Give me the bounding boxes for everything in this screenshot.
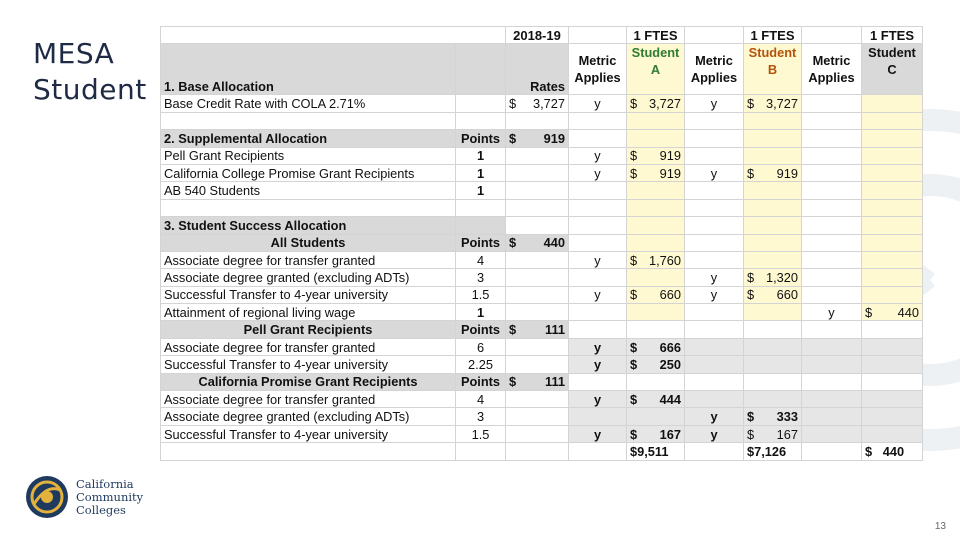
table-row xyxy=(161,95,923,112)
ftes-header-b: 1 FTES xyxy=(744,27,802,44)
table-row xyxy=(161,234,923,251)
table-row xyxy=(161,251,923,268)
metric-flag: y xyxy=(802,304,862,321)
table-row xyxy=(161,147,923,164)
metric-flag: y xyxy=(569,391,627,408)
metric-flag: y xyxy=(685,408,744,425)
section-base-allocation: 1. Base Allocation xyxy=(161,44,456,95)
cell-value: 440 xyxy=(897,304,919,320)
table-row xyxy=(161,112,923,129)
table-row xyxy=(161,373,923,390)
metric-flag: y xyxy=(569,95,627,112)
row-label: Successful Transfer to 4-year university xyxy=(161,286,456,303)
total-student-a: $9,511 xyxy=(627,443,685,460)
dollar-sign: $ xyxy=(865,304,873,320)
dollar-sign: $ xyxy=(747,96,755,112)
row-points: 6 xyxy=(456,338,506,355)
student-c-header: Student xyxy=(868,45,916,61)
success-point-value: 440 xyxy=(543,235,565,251)
student-a-header-2: A xyxy=(650,62,661,78)
student-b-header-2: B xyxy=(767,62,778,78)
base-rate-value: 3,727 xyxy=(532,96,565,112)
cell-value: 666 xyxy=(659,339,681,355)
allocation-table xyxy=(160,26,923,461)
dollar-sign: $ xyxy=(630,391,638,407)
subsection-all-students: All Students xyxy=(161,234,456,251)
cell-value: 167 xyxy=(659,426,681,442)
dollar-sign: $ xyxy=(509,130,517,146)
dollar-sign: $ xyxy=(630,287,638,303)
row-points: 1 xyxy=(456,164,506,181)
table-row xyxy=(161,27,923,44)
metric-flag: y xyxy=(685,95,744,112)
row-points: 4 xyxy=(456,251,506,268)
row-label: Successful Transfer to 4-year university xyxy=(161,356,456,373)
cell-value: 660 xyxy=(659,287,681,303)
cell-value: 919 xyxy=(659,148,681,164)
subsection-pell: Pell Grant Recipients xyxy=(161,321,456,338)
dollar-sign: $ xyxy=(509,96,517,112)
row-points: 3 xyxy=(456,408,506,425)
year-header: 2018-19 xyxy=(506,27,569,44)
row-points: 1.5 xyxy=(456,425,506,442)
metric-applies-header: Metric xyxy=(812,53,851,69)
table-row xyxy=(161,408,923,425)
row-points: 4 xyxy=(456,391,506,408)
metric-flag: y xyxy=(569,164,627,181)
dollar-sign: $ xyxy=(630,96,638,112)
row-points: 1 xyxy=(456,182,506,199)
dollar-sign: $ xyxy=(630,339,638,355)
table-row xyxy=(161,217,923,234)
row-label: Associate degree for transfer granted xyxy=(161,391,456,408)
cell-value: 1,760 xyxy=(648,252,681,268)
metric-flag: y xyxy=(569,425,627,442)
row-label: Pell Grant Recipients xyxy=(161,147,456,164)
dollar-sign: $ xyxy=(630,252,638,268)
dollar-sign: $ xyxy=(747,269,755,285)
section-supplemental: 2. Supplemental Allocation xyxy=(161,130,456,147)
slide-title-line: Student xyxy=(33,73,147,106)
totals-row xyxy=(161,443,923,460)
points-header: Points xyxy=(456,130,506,147)
dollar-sign: $ xyxy=(630,148,638,164)
metric-flag: y xyxy=(685,286,744,303)
student-b-header: Student xyxy=(748,45,797,61)
logo-line: California xyxy=(76,476,134,491)
cell-value: 919 xyxy=(776,165,798,181)
row-points: 1.5 xyxy=(456,286,506,303)
row-label: Successful Transfer to 4-year university xyxy=(161,425,456,442)
row-label: Attainment of regional living wage xyxy=(161,304,456,321)
metric-flag: y xyxy=(569,251,627,268)
row-points: 3 xyxy=(456,269,506,286)
cell-value: 333 xyxy=(776,409,798,425)
cell-value: 250 xyxy=(659,356,681,372)
cell-value: 167 xyxy=(776,426,798,442)
metric-applies-header-2: Applies xyxy=(690,70,738,86)
table-row xyxy=(161,182,923,199)
metric-flag: y xyxy=(685,164,744,181)
row-points: 1 xyxy=(456,147,506,164)
dollar-sign: $ xyxy=(509,374,517,390)
dollar-sign: $ xyxy=(747,165,755,181)
section-student-success: 3. Student Success Allocation xyxy=(161,217,456,234)
dollar-sign: $ xyxy=(509,322,517,338)
total-student-b: $7,126 xyxy=(744,443,802,460)
metric-flag: y xyxy=(569,338,627,355)
metric-applies-header: Metric xyxy=(695,53,733,69)
page-number: 13 xyxy=(934,521,946,532)
dollar-sign: $ xyxy=(509,235,517,251)
ccc-seal-icon xyxy=(24,474,70,520)
base-credit-label: Base Credit Rate with COLA 2.71% xyxy=(161,95,456,112)
row-points: 2.25 xyxy=(456,356,506,373)
metric-flag: y xyxy=(569,147,627,164)
metric-flag: y xyxy=(569,286,627,303)
logo-text xyxy=(76,478,143,517)
row-label: Associate degree for transfer granted xyxy=(161,251,456,268)
row-label: AB 540 Students xyxy=(161,182,456,199)
table-row xyxy=(161,391,923,408)
metric-applies-header: Metric xyxy=(578,53,617,69)
student-c-header-2: C xyxy=(887,62,897,78)
table-row xyxy=(161,304,923,321)
ccc-logo xyxy=(24,474,143,520)
cell-value: 919 xyxy=(659,165,681,181)
cell-value: 3,727 xyxy=(765,96,798,112)
dollar-sign: $ xyxy=(747,409,755,425)
metric-applies-header-2: Applies xyxy=(808,70,855,86)
student-a-header: Student xyxy=(631,45,680,61)
dollar-sign: $ xyxy=(630,356,638,372)
table-row xyxy=(161,130,923,147)
cell-value: 660 xyxy=(776,287,798,303)
table-row xyxy=(161,425,923,442)
metric-flag: y xyxy=(685,269,744,286)
ftes-header-c: 1 FTES xyxy=(862,27,923,44)
points-header: Points xyxy=(456,234,506,251)
total-student-c: $ 440 xyxy=(862,443,923,460)
metric-applies-header-2: Applies xyxy=(574,70,621,86)
row-label: California College Promise Grant Recipients xyxy=(161,164,456,181)
points-header: Points xyxy=(456,321,506,338)
table-row xyxy=(161,286,923,303)
table-header-row xyxy=(161,44,923,95)
table-row xyxy=(161,338,923,355)
metric-flag: y xyxy=(685,425,744,442)
row-label: Associate degree granted (excluding ADTs) xyxy=(161,269,456,286)
ftes-header-a: 1 FTES xyxy=(627,27,685,44)
table-row xyxy=(161,164,923,181)
dollar-sign: $ xyxy=(630,426,638,442)
table-row xyxy=(161,199,923,216)
subsection-ca-promise: California Promise Grant Recipients xyxy=(161,373,456,390)
slide-title xyxy=(33,36,147,108)
pell-point-value: 111 xyxy=(545,322,565,338)
dollar-sign: $ xyxy=(630,165,638,181)
dollar-sign: $ xyxy=(747,426,755,442)
cell-value: 3,727 xyxy=(648,96,681,112)
table-row xyxy=(161,321,923,338)
row-label: Associate degree for transfer granted xyxy=(161,338,456,355)
logo-line: Community xyxy=(76,489,144,504)
points-header: Points xyxy=(456,373,506,390)
slide-title-line: MESA xyxy=(33,37,115,70)
rates-header: Rates xyxy=(506,44,569,95)
logo-line: Colleges xyxy=(76,502,126,517)
row-points: 1 xyxy=(456,304,506,321)
table-row xyxy=(161,356,923,373)
promise-point-value: 111 xyxy=(545,374,565,390)
cell-value: 1,320 xyxy=(765,269,798,285)
row-label: Associate degree granted (excluding ADTs) xyxy=(161,408,456,425)
dollar-sign: $ xyxy=(747,287,755,303)
supplemental-point-value: 919 xyxy=(543,130,565,146)
cell-value: 444 xyxy=(659,391,681,407)
metric-flag: y xyxy=(569,356,627,373)
table-row xyxy=(161,269,923,286)
